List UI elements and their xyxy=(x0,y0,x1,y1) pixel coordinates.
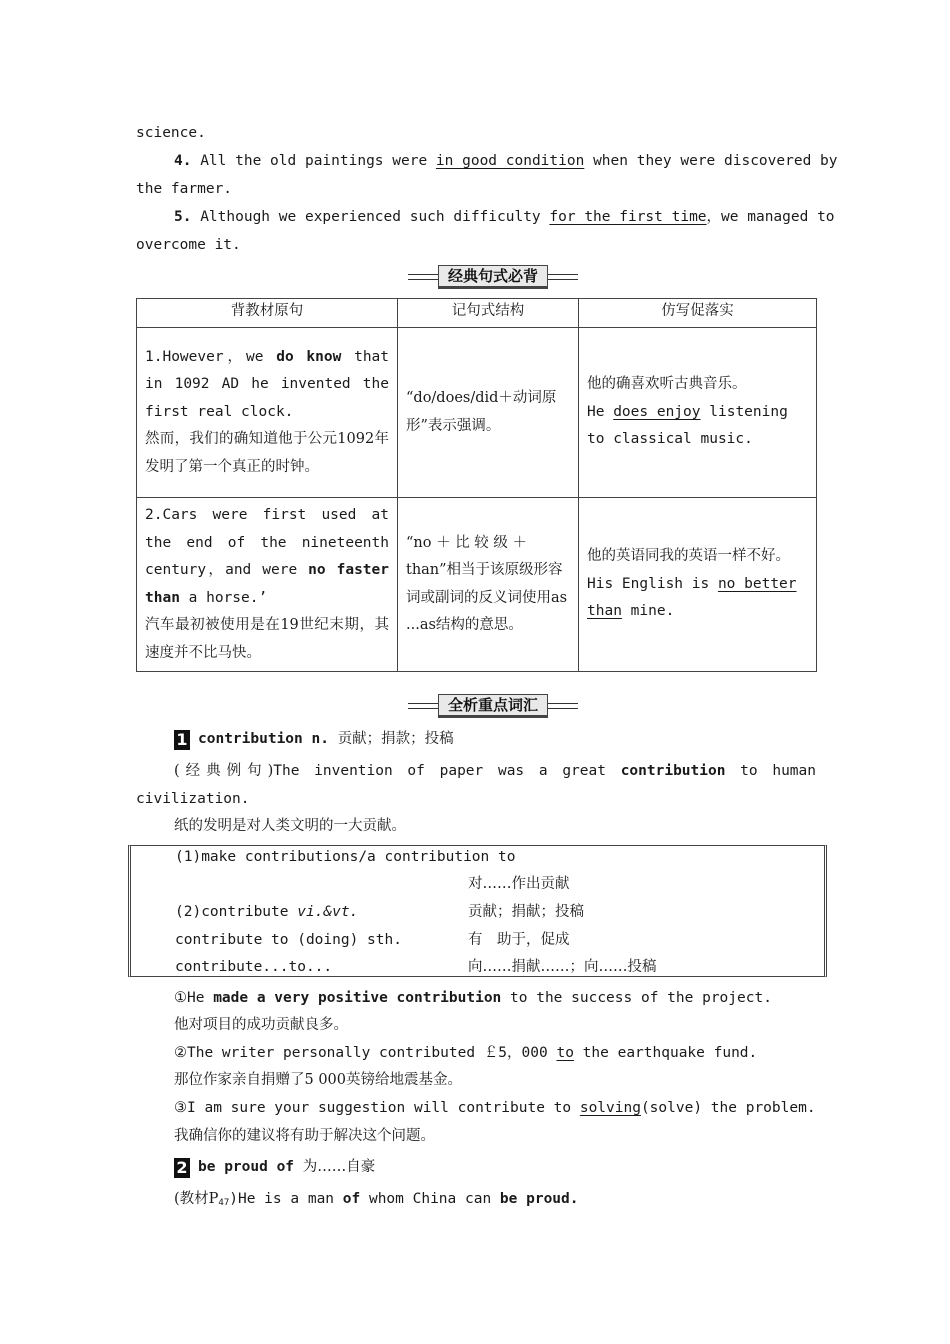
science-tail-line: science. xyxy=(136,125,206,141)
table-row xyxy=(137,498,817,672)
usage-meaning: 贡献；捐献；投稿 xyxy=(468,904,584,920)
usage-phrase: (1)make contributions/a contribution to xyxy=(175,849,516,865)
usage-phrase: (2)contribute vi.&vt. xyxy=(175,904,359,920)
textbook-example: (教材$P_{47})He$ is a man of whom China can be proud. xyxy=(174,1191,579,1208)
sentence-4: 4. All the old paintings were in good condition when they were discovered by xyxy=(174,153,838,169)
example-3-translation: 我确信你的建议将有助于解决这个问题。 xyxy=(174,1128,435,1144)
example-2: ②The writer personally contributed ￡5，000 to the earthquake fund. xyxy=(174,1045,758,1061)
example-1: ①He made a very positive contribution to the success of the project. xyxy=(174,990,772,1006)
table-row xyxy=(137,328,817,498)
structure-cell: “no ＋ 比 较 级 ＋ than”相当于该原级形容词或副词的反义词使用as ...as结构的意思。 xyxy=(398,498,579,672)
usage-meaning: 向……捐献……；向……投稿 xyxy=(468,959,657,975)
sentence-4-cont: the farmer. xyxy=(136,181,233,197)
practice-cell: 他的确喜欢听古典音乐。 He does enjoy listening to classical music. xyxy=(579,328,817,498)
example-sentence-cont: civilization. xyxy=(136,791,250,807)
section-banner-key-vocabulary: 全析重点词汇 xyxy=(408,692,578,718)
practice-cell: 他的英语同我的英语一样不好。 His English is no better than mine. xyxy=(579,498,817,672)
example-2-translation: 那位作家亲自捐赠了5 000英镑给地震基金。 xyxy=(174,1072,463,1088)
vocab-item-heading: 1 contribution n. 贡献；捐款；投稿 xyxy=(174,729,816,750)
usage-phrase: contribute to (doing) sth. xyxy=(175,932,402,948)
original-sentence-cell: 1.However，we do know that in 1092 AD he invented the first real clock. 然而，我们的确知道他于公元1092年发明了第一个真正的时钟。 xyxy=(137,328,398,498)
table-header: 背教材原句 xyxy=(137,299,398,328)
section-banner-classic-sentences: 经典句式必背 xyxy=(408,263,578,289)
structure-cell: “do/does/did＋动词原形”表示强调。 xyxy=(398,328,579,498)
sentence-table xyxy=(136,298,817,672)
usage-phrase: contribute...to... xyxy=(175,959,333,975)
table-header: 记句式结构 xyxy=(398,299,579,328)
usage-note-box xyxy=(128,845,827,977)
example-3: ③I am sure your suggestion will contribute to solving(solve) the problem. xyxy=(174,1100,816,1116)
item-number-badge: 1 xyxy=(174,730,190,750)
item-number-badge: 2 xyxy=(174,1158,190,1178)
table-header-row xyxy=(137,299,817,328)
vocab-item-heading: 2 be proud of 为……自豪 xyxy=(174,1157,816,1178)
table-header: 仿写促落实 xyxy=(579,299,817,328)
usage-meaning: 对……作出贡献 xyxy=(468,876,570,892)
usage-meaning: 有 助于，促成 xyxy=(468,932,570,948)
original-sentence-cell: 2.Cars were first used at the end of the nineteenth century，and were no faster than a horse.’ 汽车最初被使用是在19世纪末期，其速度并不比马快。 xyxy=(137,498,398,672)
example-sentence: (经典例句)The invention of paper was a great contribution to human xyxy=(174,763,816,779)
example-1-translation: 他对项目的成功贡献良多。 xyxy=(174,1017,348,1033)
sentence-5: 5. Although we experienced such difficulty for the first time，we managed to xyxy=(174,209,835,225)
sentence-5-cont: overcome it. xyxy=(136,237,241,253)
example-translation: 纸的发明是对人类文明的一大贡献。 xyxy=(174,818,406,834)
